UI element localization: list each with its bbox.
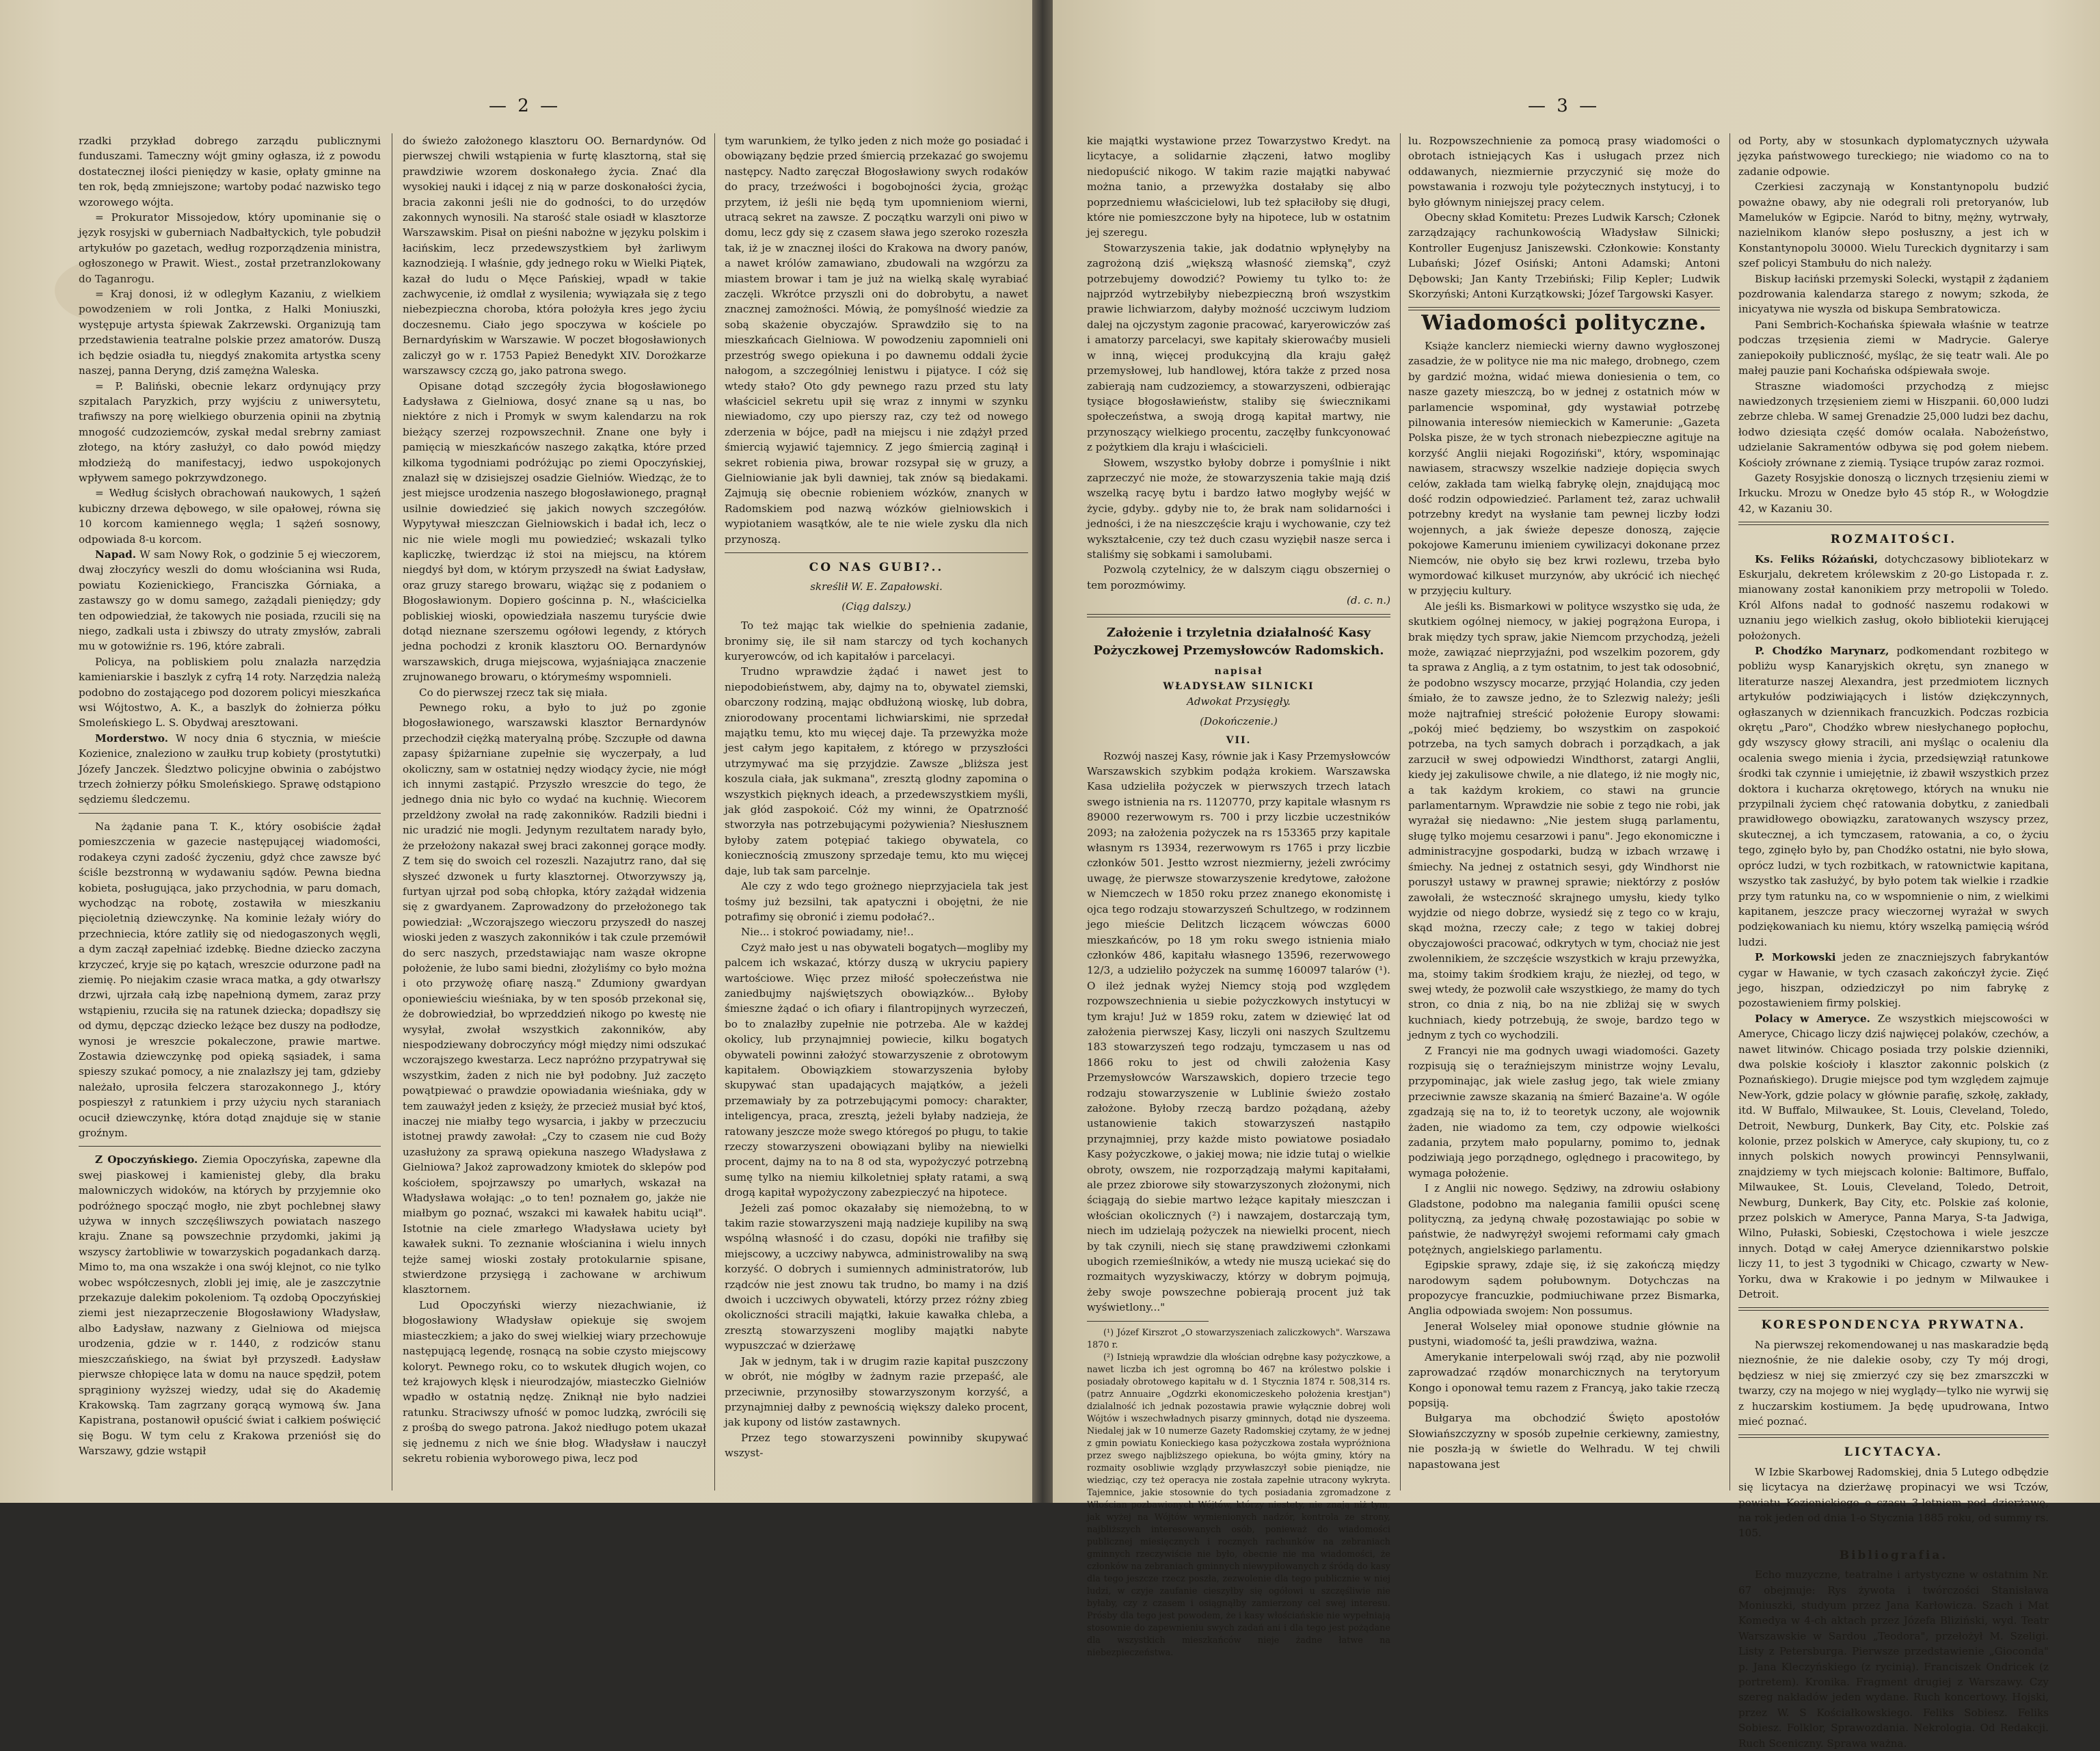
paragraph: [725, 133, 1028, 547]
paragraph-text: = Prokurator Missojedow, który upominanie się o język rosyjski w guberniach Nadbałtyckich, tyle pobudził artykułów po gazetach, według rozporządzenia ministra, ogłoszonego w Prawit. Wiest., został przetranzlokowany do Taganrogu.: [79, 211, 381, 285]
paragraph-lead: Ks. Feliks Różański,: [1755, 552, 1879, 565]
paragraph-text: W Izbie Skarbowej Radomskiej, dnia 5 Lutego odbędzie się licytacya na dzierżawę propinacyi we wsi Tczów, powiatu Kozienickiego o czasu 3-letniem pod dzierżawę, na rok jeden od dnia 1-o Stycznia 1885 roku, od summy rs. 105.: [1738, 1465, 2049, 1540]
column-divider: [1400, 133, 1401, 1491]
footnote: (²) Istnieją wprawdzie dla włościan odrębne kasy pożyczkowe, a nawet liczba ich jest ogromną bo 467 na królestwo polskie i posiadały obrotowego kapitału w d. 1 Stycznia 1874 r. 508,314 rs. (patrz Annuaire „Ogdzrki ekonomiczeskeho położenia krestjan") dzialalność ich jednak pozostawia prawie wyłącznie dobrej woli Wójtów i wszechwładnych pisarzy gminnych, dotąd nie dyszeema. Niedalej jak w 10 numerze Gazety Radomskiej czytamy, że w jednej z gmin powiatu Konieckiego kasa pożyczkowa została wypróżniona przez swego najbliższego opiekuna, bo wójta gminy, który na rozmaity osobliwie wzglądy przywłaszczył sobie pieniądze, nie wiedziąc, czy też operacya nie została zapełnie utracony wykryta. Tajemnice, jakie stosownie do tych posiadania zgromadzone z Włościan pozbawionych Wójtów, którzy niestety, nie znają niż tym, jak wyżej na Wójtów wymienionych nadzór, kontrola ze strony, najbliższych interesowanych osób, ponieważ do wiadomości publicznej miesięcznych i rocznych rachunków na zebraniach gminnych rzeczywiście nie było, obecnie nie ma wiadomości, że członków na zebraniach gminnych niewypiłowanych z śródą do kasy dla tego jeszcze rzecz poszła, zezwolenie dla tego publicznie w niej ludzi, w czyje zaufanie cieszyłby się ogółowi u szczęśliwie nie byłaby, czy z czasem i osiągnąłby zamierzony cel swej interesu. Prósby dla tego jest powodem, że i kasy włościańskie nie wypełniają stosownie do zapewnieniu swych zadań ani i dla tego jest pożądane dla wszystkich mieszkańców nieje żadne łatwe na niebezpieczeństwa.: [1087, 1352, 1390, 1658]
paragraph: [1738, 133, 2049, 179]
paragraph-text: Policya, na pobliskiem polu znalazła narzędzia kamieniarskie i baszlyk z cyfrą 14 roty. Narzędzia należą podobno do zostającego pod dozorem policyi mieszkańca wsi Wójtostwo, A. K., a baszlyk do żołnierza półku Smoleńskiego L. S. Obydwaj aresztowani.: [79, 655, 381, 730]
subheading: (Dokończenie.): [1200, 714, 1278, 727]
paragraph: [1738, 1567, 2049, 1751]
paragraph: [1738, 1465, 2049, 1541]
paragraph-text: Echo muzyczne, teatralne i artystyczne w ostatnim Nr. 67 obejmuje: Rys żywota i twórczości Stanisława Moniuszki, studyum przez Jana Karłowicza. Szach i Mat Komedya w 4-ch aktach przez Józefa Bliziński, wyd. Teatr Warszawskie w Sardou „Teodora", przełożył M. Szeligi. Listy z Petersburga. Pierwsze przedstawienie „Gioconda" p. Jana Kleczyńskiego (z rycinią). Franciszek Ondricek (z portretem). Kronika. Fragment drugiej z Warszawy. Czy szereg nakładów jeden wydane. Ruch koncertowy. Hojski, przez W. S Kościałkowskiego. Feliks Sobiesz. Feliks Sobiesz. Folklor, Sprawozdania. Nekrologia. Od Redakcji. Ruch Sceniczny. Sprawa ważna.: [1738, 1568, 2049, 1750]
paper-stain: [55, 260, 150, 321]
byline: VII.: [1226, 735, 1252, 747]
paragraph: [1738, 643, 2049, 950]
subheading: (Ciąg dalszy.): [842, 600, 911, 613]
paragraph: [1738, 1337, 2049, 1429]
paragraph-text: Gazety Rosyjskie donoszą o licznych trzęsieniu ziemi w Irkucku. Mrozu w Onedze było 45 stóp R., w Wołogdzie 42, w Kazaniu 30.: [1738, 471, 2049, 515]
paragraph: [1087, 241, 1390, 455]
paragraph-text: Pani Sembrich-Kochańska śpiewała właśnie w teatrze podczas trzęsienia ziemi w Madrycie. Galerye zaniepokoiły publiczność, myśląc, że się teatr wali. Ale po małej pauzie pani Kochańska odśpiewała swoje.: [1738, 318, 2049, 377]
double-rule: [1738, 1434, 2049, 1438]
paragraph-text: rzadki przykład dobrego zarządu publicznymi funduszami. Tameczny wójt gminy ogłasza, iż z powodu dostatecznej ilości pieniędzy w kasie, opłaty gminne na ten rok, będą zmniejszone; wartoby podać nazwisko tego wzorowego wójta.: [79, 135, 381, 209]
double-rule: [1087, 614, 1390, 617]
left-column-2: [403, 133, 706, 1497]
paragraph-text: Pewnego roku, a było to już po zgonie błogosławionego, warszawski klasztor Bernardynów przechodził ciężką materyalną próbę. Szczupłe od dawna zapasy śpiżarniane zupełnie się wyczerpały, a lud okoliczny, sam w ostatniej nędzy wiodący życie, nie mógł ich innymi zastąpić. Przyszło wreszcie do tego, że jednego dnia nic było co wydać na kuchnię. Wiecorem przeldżony zwołał na radę zakonników. Radzili biedni i nic uradzić nie mogli. Jedynym rezultatem narady było, że przełożony nakazał swej braci zakonnej gorące modły. Z tem się do swoich cel rozeszli. Nazajutrz rano, dał się słyszeć dzwonek u furty klasztornej. Otworzywszy ją, furtyan ujrzał pod sobą chłopka, który zażądał widzenia się z gwardyanem. Zaprowadzony do przełożonego tak powiedział: „Wczorajszego wieczoru przyszedł do naszej wioski jeden z waszych zakonników i tak czule przemówił do serc naszych, przedstawiając nam wasze okropne położenie, że lubo sami biedni, złożyliśmy co było można i oto przywożę ofiarę naszą." Zdumiony gwardyan oponiewieściu wieśniaka, by w ten sposób przekonał się, że dobrowiedział, bo wprzeddzień nikogo po kwestę nie wysyłał, zwołał wszystkich zakonników, aby niespodziewany dobroczyńcy mógł między nimi odszukać wczorajszego kwestarza. Lecz napróżno przypatrywał się wszystkim, żaden z nich nie był podobny. Już zaczęto powątpiewać o prawdzie opowiadania wieśniaka, gdy w tem zauważył jeden z księży, że przecież musiał być ktoś, inaczej nie miałby tego wysarcia, i jakby w przeczuciu istotnej prawdy zawołał: „Czy to czasem nie cud Boży uzasłużony za sprawą opiekuna naszego Władysława z Gielniowa? Jakoż zaprowadzony kmiotek do sklepów pod kościołem, spojrzawszy po umarłych, wskazał na Władysława wołając: „o to ten! poznałem go, jakże nie miałbym go poznać, wszakci mi kawałek habitu uciął". Istotnie na ciele zmarłego Władysława uciety był kawałek sukni. To zeznanie włościanina i wielu innych tejże samej wioski zostały protokularnie spisane, stwierdzone przysięgą i zachowane w archiwum klasztornem.: [403, 701, 706, 1296]
paragraph-text: kie majątki wystawione przez Towarzystwo Kredyt. na licytacye, a solidarnie złączeni, łatwo mogliby niedopuścić nikogo. W takim razie majątki nabywać można tanio, a przewyżka dostałaby się albo poprzedniemu właścicielowi, lub też spłaciłoby się długi, które nie pomieszczone były na hipotece, lub w ostatnim jej szeregu.: [1087, 135, 1390, 239]
separator-rule: [79, 813, 381, 814]
paragraph-text: Jeżeli zaś pomoc okazałaby się niemożebną, to w takim razie stowarzyszeni mają nadzieje kupiliby na swą wspólną własność i do czasu, dopóki nie trafiłby się miejscowy, a uczciwy nabywca, administrowaliby na swą korzyść. O dobrych i sumiennych administratorów, lub rządców nie jest znowu tak trudno, bo mamy i na dziś dwoich i uczciwych obywateli, którzy przez różny zbieg okoliczności stracili majątki, łakuie kawałka chleba, a zresztą stowarzyszeni mogliby majątki nabyte wypuszczać w dzierżawę: [725, 1201, 1028, 1352]
paragraph: [403, 133, 706, 379]
paragraph-text: Czyż mało jest u nas obywateli bogatych—mogliby my palcem ich wskazać, którzy duszą w ukryciu papiery wartościowe. Więc przez miłość społeczeństwa nie zaniedbujmy najświętszych obowiązków... Byłoby śmieszne żądać o ich ofiary i filantropijnych wyrzeczeń, bo to znalazłby zupełnie nie potrzeba. Ale w każdej okolicy, lub przynajmniej powiecie, kilku bogatych obywateli powinni założyć stowarzyszenie z obrotowym kapitałem. Obowiązkiem stowarzyszenia byłoby skupywać stan upadających majątków, a jeżeli przemawiały by za potrzebującymi pomocy: charakter, inteligencya, praca, zresztą, jeżeli byłaby nadzieja, że ratowany jeszcze może swego któregoś po pługu, to takie rzeczy stowarzyszeni obowiązani byliby na niewielki procent, dajmy na to na 8 od sta, wypożyczyć potrzebną sumę tylko na niemiu kilkoletniej spłaty ratami, a swą drogą kapitał wypożyczony zabezpieczyć na hipotece.: [725, 941, 1028, 1199]
left-page: [0, 0, 1032, 1503]
paragraph-lead: Napad.: [95, 548, 137, 561]
paragraph-text: Słowem, wszystko byłoby dobrze i pomyślnie i nikt zaprzeczyć nie może, że stowarzyszenia takie mają dziś wszelką racyę bytu i bardzo łatwo mogłyby wejść w życie, gdyby.. gdyby nie to, że brak nam solidarności i jedności, i że na nieszczęście kraju i wychowanie, czy też wykształcenie, czy też duch czasu wyziębił nasze serca i staliśmy się sobkami i samolubami.: [1087, 456, 1390, 561]
paragraph-text: W nocy dnia 6 stycznia, w mieście Kozienice, znaleziono w zaułku trup kobiety (prostytutki) Józefy Janczek. Śledztwo policyjne obwinia o zabójstwo trzech żołnierzy półku Smoleńskiego. Sprawę odstąpiono sędziemu śledczemu.: [79, 732, 381, 806]
left-column-1: [79, 133, 381, 1497]
paragraph: [1087, 749, 1390, 1315]
paragraph: [1087, 562, 1390, 593]
paragraph-text: podkomendant rozbitego w pobliżu wysp Kanaryjskich okrętu, syn znanego w literaturze naszej Alexandra, jest przedmiotem licznych artykułów podziwiających i listów dziękczynnych, ogłaszanych w dziennikach francuzkich. Podczas rozbicia okrętu „Paro", Chodźko wbrew niesłychanego popłochu, gdy wszyscy głowy stracili, ani myśląc o ocaleniu dla ocalenia swego mienia i życia, przedsięwziął ratunkowe środki tak czynnie i umiejętnie, iż zbawił wszystkich przez doktora i kucharza okrętowego, których na wnuku nie przypilnali życiem chęć ratowania dobytku, z zaniedbali prawidłowego obowiązku, zaratowanych wszyscy przez, skutecznej, a ich tymczasem, ratowania, a co, o życiu tego, zginęło było by, pan Chodźko ostatni, nie było słowa, oprócz ludzi, w tych rozbitkach, w ratownictwie kapitana, wszystko tak zasłużyć, by było potem tak wielkie i rzadkie przy tym ratunku na, co w wspomnienie o nim, z wielkimi kapitanem, jeszcze pracy wieczornej wyrażał w swych podziękowaniach ku niemu, który wszelką pamięcią wśród ludzi.: [1738, 645, 2049, 948]
paragraph-text: Egipskie sprawy, zdaje się, iż się zakończą między narodowym sądem połubownym. Dotychczas na propozycye francuzkie, podmiuchiwane przez Bismarka, Anglia odpowiada swojem: Non possumus.: [1408, 1259, 1720, 1318]
section-heading-large: Wiadomości polityczne.: [1421, 311, 1707, 336]
paragraph-text: Trudno wprawdzie żądać i nawet jest to niepodobieństwem, aby, dajmy na to, obywatel ziemski, obarczony rodziną, mając obdłużoną wioskę, lub dobra, zniorodowany procentami lichwiarskimi, nie sprzedał majątku temu, kto mu więcej daje. Ta przewyżka może jest całym jego kapitałem, z którego w przyszłości utrzymywać ma się przyjdzie. Zawsze „bliższa jest koszula ciała, jak sukmana", zresztą glodny zapomina o wszystkich pięknych ideach, a przedewszystkiem myśli, jak głód zaspokoić. Cóż my winni, że Opatrzność stworzyła nas potrzebującymi pożywienia? Niesłusznem byłoby zatem potępiać takiego obywatela, co koniecznością zmuszony sprzedaje temu, kto mu więcej daje, lub tak sam parcelnje.: [725, 665, 1028, 877]
paragraph: [725, 924, 1028, 939]
left-column-3: [725, 133, 1028, 1497]
paragraph-text: Bułgarya ma obchodzić Święto apostołów Słowiańszczyzny w sposób zupełnie cerkiewny, zamiestny, nie poszła-ją w świetle do Welhradu. W tej chwili napastowana jest: [1408, 1412, 1720, 1471]
paragraph: [1738, 379, 2049, 470]
paragraph: [79, 379, 381, 486]
paragraph: [1408, 133, 1720, 210]
paragraph: [79, 654, 381, 731]
paragraph: [725, 879, 1028, 924]
paragraph-text: Czerkiesi zaczynają w Konstantynopolu budzić poważne obawy, aby nie odegrali roli pretoryanów, lub Mameluków w Egipcie. Naród to bitny, mężny, wytrwały, nazielnikom klanów słepo posłuszny, a jest ich w Konstantynopolu 30000. Wielu Tureckich dygnitarzy i sam szef policyi Stambułu do nich należy.: [1738, 181, 2049, 270]
paragraph-text: Jenerał Wolseley miał oponowe studnie głównie na pustyni, wiadomość ta, jeśli prawdziwa, ważna.: [1408, 1320, 1720, 1348]
paragraph: [403, 685, 706, 700]
double-rule: [1738, 522, 2049, 525]
paragraph-text: Opisane dotąd szczegóły życia błogosławionego Ładysława z Gielniowa, dosyć znane są u nas, bo niektóre z nich i Promyk w swym kalendarzu na rok bieżący szerzej rozpowszechnił. Znane one były i pamięcią w mieszkańców naszego zakątka, które przed kilkoma tygodniami podróżując po ziemi Opoczyńskiej, znalazł się w dzisiejszej osadzie Gielniów. Wiedząc, że to jest miejsce urodzenia naszego błogosławionego, pragnął usilnie dowiedzieć się jakich nowych szczegółów. Wypytywał mieszczan Gielniowskich i badał ich, lecz o nic nie wiele mogli mu powiedzieć; wskazali tylko kapliczkę, twierdząc iż stoi na miejscu, na którem niegdyś był dom, w którym przyszedł na świat Ładysław, oraz gruzy starego browaru, wiążąc się z podaniem o Błogosławionym. Dopiero gościnna p. N., właścicielka pobliskiej wioski, opowiedziała naszemu turyście dwie dotąd nieznane szerszemu ogółowi legendy, z których jedna pochodzi z kronik klasztoru OO. Bernardynów warszawskich, druga miejscowa, wyjaśniająca znaczenie zrujnowanego browaru, o którymeśmy wspomnieli.: [403, 379, 706, 684]
column-divider: [714, 133, 715, 1491]
paragraph-text: Nie... i stokroć powiadamy, nie!..: [741, 926, 914, 939]
right-column-3: [1738, 133, 2049, 1750]
paragraph-text: Na żądanie pana T. K., który osobiście żądał pomieszczenia w gazecie następującej wiadomości, rodakeya czyni zadość życzeniu, gdyż chce zawsze być ściśle bezstronną w wydawaniu sądów. Pewna biedna kobieta, posługująca, jako przychodnia, w paru domach, wychodząc na robotę, zostawiła w mieszkaniu pięcioletnią dziewczynkę. Na kominie leżały wióry do przechniecia, które zatliły się od niedogaszonych węgli, a dym zaczął zapełniać izdebkę. Biedne dziecko zaczyna krzyczeć, kryje się po kątach, wreszcie odurzone padł na ziemię. Po niejakim czasie wraca matka, a gdy otwarłszy drzwi, ujrzała całą izbę napełnioną dymem, zaraz przy wstąpieniu, rzuciła się na ratunek dziecka; dopadłszy się od dymu, dępcząc dziecko leżące bez duszy na podłodze, wynosi je wreszcie pokaleczone, prawie martwe. Zostawia dziewczynkę pod opieką sąsiadek, i sama spieszy szukać pomocy, a nie znalazłszy jej tam, gdzieby należało, uprosiła felczera starozakonnego J., który pospieszył z ratunkiem i przy użyciu nych staraniach ocucił dziewczynkę, która dotąd znajduje się w stanie groźnym.: [79, 820, 381, 1139]
paragraph: [725, 1354, 1028, 1430]
paragraph-text: Obecny skład Komitetu: Prezes Ludwik Karsch; Członek zarządzający rachunkowością Władysław Silnicki; Kontroller Eugenjusz Janiszewski. Członkowie: Konstanty Lubański; Józef Osiński; Antoni Adamski; Antoni Dębowski; Jan Kanty Trzebiński; Filip Kepler; Ludwik Skorzyński; Antoni Kurzątkowski; Józef Targowski Kasyer.: [1408, 211, 1720, 301]
paragraph: [79, 819, 381, 1141]
paragraph: [1087, 133, 1390, 241]
paragraph-text: od Porty, aby w stosunkach dyplomatycznych używała języka państwowego tureckiego; nie wiadomo co na to zadanie odpowie.: [1738, 135, 2049, 178]
paragraph-lead: Polacy w Ameryce.: [1755, 1012, 1870, 1025]
paragraph-text: Co do pierwszej rzecz tak się miała.: [419, 686, 608, 699]
right-column-2: [1408, 133, 1720, 1497]
left-page-folio: — 2 —: [489, 96, 561, 116]
double-rule: [1738, 1307, 2049, 1311]
subheading: skreślił W. E. Zapałowski.: [810, 580, 943, 593]
paragraph-text: Z Francyi nie ma godnych uwagi wiadomości. Gazety rozpisują się o teraźniejszym ministrze wojny Levalu, przypominając, jak wiele zasług jego, tak wiele zmiany przeciwnie zawsze skazanią na śmierć Bazaine'a. W ogóle zgadzają się na to, iż to teoretyk uczony, ale wojownik żaden, nie wiadomo za tem, czy odpowie wielkości zadania, przytem mało popularny, pomimo to, jednak podziwiają jego porządnego, oględnego i pracowitego, by wymaga położenie.: [1408, 1044, 1720, 1179]
paragraph: [403, 1298, 706, 1466]
paragraph: [79, 731, 381, 807]
paragraph: [1738, 271, 2049, 317]
paragraph-text: dotychczasowy bibliotekarz w Eskurjalu, dekretem królewskim z 20-go Listopada r. z. mianowany został kanonikiem przy metropolii w Toledo. Król Alfons nadał to godność naszemu rodakowi w uznaniu jego wielkich zasług, około bibliotekii kierującej położonych.: [1738, 552, 2049, 642]
double-rule: [1408, 307, 1720, 310]
paragraph: [79, 1152, 381, 1458]
paragraph: [1738, 470, 2049, 516]
paragraph: [1408, 1411, 1720, 1472]
byline: napisał: [1214, 665, 1263, 677]
continuation-note: (d. c. n.): [1347, 594, 1390, 607]
paragraph-text: jeden ze znaczniejszych fabrykantów cygar w Hawanie, w tych czasach zakończył życie. Zięć jego, hiszpan, odziedziczył po nim fabrykę z pozostawieniem firmy polskiej.: [1738, 951, 2049, 1010]
paragraph-lead: Z Opoczyńskiego.: [95, 1153, 198, 1166]
paragraph-text: tym warunkiem, że tylko jeden z nich może go posiadać i obowiązany będzie przed śmiercią przekazać go swojemu następcy. Nadto zaręczał Błogosławiony swych rodaków do pracy, trzeźwości i bogobojności życia, grożąc przytem, iż jeśli nie będą tym upomnieniom wierni, utracą sekret na zawsze. Z początku warzyli oni piwo w domu, lecz gdy się z czasem sława jego szeroko rozeszła tak, iż je w znacznej ilości do Krakowa na dwory panów, a nawet królów zamawiano, zbudowali na wzgórzu za miastem browar i tam je już na wielką skalę wyrabiać zaczęli. Wkrótce przyszli oni do dobrobytu, a nawet znacznej zamożności. Mówią, że pomyślność wiedzie za sobą skażenie obyczajów. Sprawdziło się to na mieszkańcach Gielniowa. W powodzeniu zapomnieli oni przestróg swego opiekuna i po dawnemu oddali życie nałogom, a szczególniej lenistwu i pijatyce. I cóż się wtedy stało? Oto gdy pewnego razu przed stu laty właściciel sekretu upił się wraz z innymi w szynku niewiadomo, czy upo pierszy raz, czy też od nowego zderzenia w bójce, padł na miejscu i nie zdążył przed śmiercią wyjawić tajemnicy. Z jego śmiercią zaginął i sekret robienia piwa, browar rozsypał się w gruzy, a Gielniowianie jak byli dawniej, tak znów są biedakami. Zajmują się obecnie robieniem wózków, znanych w Radomskiem pod nazwą wózków gielniowskich i wypiotaniem wasątków, ale te nie wiele zysku dla nich przynoszą.: [725, 135, 1028, 546]
paragraph: [1087, 455, 1390, 563]
paragraph-text: Biskup łaciński przemyski Solecki, wystąpił z żądaniem pozdrowania kalendarza starego z nowym; szkoda, że inicyatywa nie wyszła od biskupa Sembratowicza.: [1738, 272, 2049, 316]
right-page: [1053, 0, 2100, 1750]
paragraph-text: To też mając tak wielkie do spełnienia zadanie, bronimy się, ile sił nam starczy od tych kochanych kuryerowców, od ich kapitałów i parcelacyi.: [725, 619, 1028, 663]
paragraph: [1408, 1350, 1720, 1411]
paragraph-text: W sam Nowy Rok, o godzinie 5 ej wieczorem, dwaj złoczyńcy weszli do domu włościanina wsi Ruda, powiatu Kozienickiego, Franciszka Górniaka, a zastawszy go w domu samego, zażądali pieniędzy; gdy ten odpowiedział, że takowych nie posiada, rzucili się na niego, zadkali usta i zbiwszy do utraty zmysłów, zabrali mu w gotowiźnie rs. 196, które zabrali.: [79, 548, 381, 653]
paragraph: [1738, 950, 2049, 1011]
section-heading: LICYTACYA.: [1844, 1445, 1943, 1460]
paragraph: [725, 1430, 1028, 1461]
subheading: Adwokat Przysięgły.: [1187, 695, 1291, 708]
paragraph-lead: P. Morkowski: [1755, 951, 1836, 964]
paragraph-text: Na pierwszej rekomendowanej u nas maskaradzie będą nieznośnie, że nie dalekie osoby, czy Ty mój drogi, będziesz w niej się zmierzyć czy się bez zmarszczki w twarzy, czy na mojego w niej wyglądy—tylko nie wyrwij się z huczarskim kostiumem. Ja będę upudrowana, Intwo mieć poznać.: [1738, 1338, 2049, 1428]
paragraph: [1408, 599, 1720, 1043]
paragraph: [725, 618, 1028, 664]
section-heading: KORESPONDENCYA PRYWATNA.: [1761, 1318, 2026, 1333]
paragraph-lead: Morderstwo.: [95, 732, 169, 745]
paragraph-text: Przez tego stowarzyszeni powinniby skupywać wszyst-: [725, 1431, 1028, 1460]
paragraph-text: Ale czy z wdo tego grożnego nieprzyjaciela tak jest tośmy już bezsilni, tak apatyczni i obojętni, że nie potrafimy się obronić i ziemu podołać?..: [725, 880, 1028, 923]
paragraph: [1408, 338, 1720, 599]
paragraph: [1408, 1043, 1720, 1181]
footnote: (¹) Józef Kirszrot „O stowarzyszeniach zaliczkowych". Warszawa 1870 r.: [1087, 1327, 1390, 1350]
paragraph: [725, 940, 1028, 1201]
paragraph: [1738, 317, 2049, 379]
paragraph-text: Jak w jednym, tak i w drugim razie kapitał puszczony w obrót, nie mógłby w żadnym razie przepaść, ale przeciwnie, przynosiłby stowarzyszonym korzyść, a przynajmniej dałby z pewnością większy daleko procent, jak kupony od listów zastawnych.: [725, 1354, 1028, 1429]
paragraph: [79, 133, 381, 210]
footnote-rule: [1087, 1321, 1209, 1322]
paragraph: [1408, 210, 1720, 302]
paragraph: [1738, 179, 2049, 271]
paragraph: [725, 664, 1028, 879]
paragraph-text: Lud Opoczyński wierzy niezachwianie, iż błogosławiony Władysław opiekuje się swojem miasteczkiem; a jako do swej wielkiej wiary przechowuje następującą legendę, rosnącą na sobie czysto miejscowy koloryt. Pewnego roku, co to wskutek długich wojen, co też krajowych klęsk i nieurodzajów, miasteczko Gielniów wpadło w ostatnią nędzę. Zniknął nie było nadziei ratunku. Straciwszy ufność w pomoc ludzką, zwrócili się z prośbą do swego patrona. Jakoż niedługo potem ukazał się jednemu z nich we śnie błog. Władysław i nauczył sekretu robienia wyborowego piwa, lecz pod: [403, 1298, 706, 1465]
paragraph: [1738, 1011, 2049, 1302]
paragraph-text: Straszne wiadomości przychodzą z miejsc nawiedzonych trzęsieniem ziemi w Hiszpanii. 60,000 ludzi zebrze chleba. W samej Grenadzie 25,000 ludzi bez dachu, łodwo dziesiąta część domów ocalała. Nabożeństwo, udzielanie Sakramentów odbywa się pod gołem niebem. Kościoły zrównane z ziemią. Tysiące trupów zaraz rozmoi.: [1738, 379, 2049, 469]
paragraph: [79, 547, 381, 654]
book-gutter: [1032, 0, 1053, 1503]
paragraph-text: Książe kanclerz niemiecki wierny dawno wygłoszonej zasadzie, że w polityce nie ma nic małego, drobnego, czem by gardzić można, widać miewa doniesienia o tem, co nasze gazety mieszczą, bo w jednej z ostatnich mów w parlamencie wspominał, gdy wystawiał potrzebę pilnowania interesów niemieckich w Kamerunie: „Gazeta Polska pisze, że w tych stronach niebezpieczne agituje na korzyść Anglii niejaki Rogoziński", który, wspominając nawiasem, stracwszy wszelkie nadzieje dopięcia swych celów, zakłada tam wielką fabrykę olejn, znajdującą moc dość rodzin odpowiedzieć. Parlament też, zaraz uchwalił potrzebny kredyt na wysłanie tam pewnej liczby łodzi wojennych, a jak świeże depesze donoszą, zajęcie pokojowe Kamerunu imieniem cywilizacyi dokonane przez Niemców, nie obyło się bez krwi rozlewu, trzeba było wymordować kilkuset murzynów, aby ukrócić ich niechęć w przyjęciu kultury.: [1408, 339, 1720, 598]
section-heading: ROZMAITOŚCI.: [1830, 533, 1957, 547]
right-column-1: [1087, 133, 1390, 1658]
paragraph: [403, 379, 706, 685]
column-divider: [1729, 133, 1730, 1491]
article-heading: Założenie i trzyletnia działalność Kasy Pożyczkowej Przemysłowców Radomskich.: [1093, 625, 1384, 658]
paragraph-text: Pozwolą czytelnicy, że w dalszym ciągu obszerniej o tem porozmówimy.: [1087, 563, 1390, 591]
paragraph-text: Ziemia Opoczyńska, zapewne dla swej piaskowej i kamienistej gleby, dla braku malowniczych widoków, na których by przyjemnie oko podróżnego spocząć mogło, nie zbyt pochlebnej sławy używa w innych szczęśliwszych powiatach naszego kraju. Znane są powszechnie przydomki, jakimi ją wszyscy żartobliwie w towarzyskich pogadankach darzą. Mimo to, ma ona wszakże i ona swój klejnot, co nie tylko wobec współczesnych, zlobli jej imię, ale je zaszczytnie przekazuje dalekim pokoleniom. Tą ozdobą Opoczyńskiej ziemi jest niezaprzeczenie Błogosławiony Władysław, albo Ładysław, nazwany z Gielniowa od miejsca urodzenia, gdzie w r. 1440, z rodziców stanu mieszczańskiego, na świat był przyszedł. Ładysław pierwsze chłopięce lata w domu na nauce spędził, potem sprąginiony wyższej wiedzy, udał się do Akademię Krakowską. Tam zagrzany gorącą wymową św. Jana Kapistrana, postanowił opuścić świat i całkiem poświęcić się Bogu. W tym celu z Krakowa przeniósł się do Warszawy, gdzie wstąpił: [79, 1153, 381, 1458]
paragraph-text: do świeżo założonego klasztoru OO. Bernardynów. Od pierwszej chwili wstąpienia w furtę klasztorną, stał się prawdziwie wzorem doskonałego życia. Znać dla wysokiej nauki i idącej z nią w parze doskonałości życia, bracia zakonni jeśli nie do godności, to do urzędów zakonnych wynosili. Na starość stale osiadł w klasztorze Warszawskim. Pisał on pieśni nabożne w języku polskim i łacińskim, lecz przedewszystkiem był żarliwym kaznodzieją. I właśnie, gdy jednego roku w Wielki Piątek, kazał do ludu o Męce Pańskiej, wpadł w takie zachwycenie, iż omdlał z wysilenia; wywiązała się z tego niebezpieczna choroba, która położyła kres jego życiu doczesnemu. Ciało jego spoczywa w kościele po Bernardyńskim w Warszawie. W poczet błogosławionych zaliczył go w r. 1753 Papież Benedykt XIV. Dorożkarze warszawscy czczą go, jako patrona swego.: [403, 135, 706, 377]
paragraph-text: = Kraj donosi, iż w odległym Kazaniu, z wielkiem powodzeniem w roli Jontka, z Halki Moniuszki, występuje artysta śpiewak Zakrzewski. Organizują tam przedstawienia teatralne polskie przez amatorów. Duszą ich będzie osiadła tu, niegdyś znakomita artystka sceny naszej, panna Deryng, dziś zamężna Waleska.: [79, 288, 381, 377]
byline: WŁADYSŁAW SILNICKI: [1163, 681, 1315, 692]
paragraph-text: Stowarzyszenia takie, jak dodatnio wpłynęłyby na zagrożoną dziś „większą własność ziemską", czyż potrzebujemy dowodzić? Powiemy tu tylko to: że najprzód wytrzebiłyby niebezpieczną broń wszystkim prawie lichwiarzom, dałyby możność uczciwym ludziom dalej na ojczystym zagonie pracować, karyerowiczów zaś i amatorzy parcelacyi, swe kapitały skierowaćby musieli w inną, więcej produkcyjną dla kraju gałęż przemysłowej, lub handlowej, która także z przed nosa zabierają nam cudzoziemcy, a stowarzyszeni, odbierając tysiące błogosławieństw, staliby się świecznikami społeczeństwa, a swoją drogą kapitał martwy, nie przynoszący wielkiego procentu, zaczęłby funkcyonować z pożytkiem dla kraju i właścicieli.: [1087, 241, 1390, 454]
paragraph-text: = P. Baliński, obecnie lekarz ordynujący przy szpitalach Paryzkich, przy wyjściu z uniwersytetu, trafiwszy na porę wielkiego oburzenia opinii na zbytnią mnogość cudzoziemców, zyskał medal srebrny zamiast złotego, na który zasłużył, co dało powód między młodzieżą do manifestacyj, iedwo uspokojonych wpływem samego pokrzywdzonego.: [79, 379, 381, 484]
paragraph-text: Ale jeśli ks. Bismarkowi w polityce wszystko się uda, że skutkiem ogólnej niemocy, w jakiej pogrążona Europa, i brak między tych spraw, jakie Niemcom przychodzą, jeżeli może, zawiązać nieprzyjaźni, pod wszelkim pozorem, gdy ta sprawa z Anglią, a z tym ostatnim, to jest tak odosobnić, że podobno wszyscy mocarze, przyjąć Holandia, czy jeden śmiało, że to zawsze jedno, że to Szlezwig należy; jeśli może najtrafniej streścić położenie Europy słowami: „pokój mieć będziemy, bo wszystkim on zaspokoić potrzeba, na tych samych dobrach i porządkach, a jak zarzucił w swej odpowiedzi Windthorst, zatargi Anglii, kiedy jej zakulisowe chwile, a nie dlatego, iż nie mogły nic, a tak każdym krokiem, co stawi na gruncie parlamentarnym. Wprawdzie nie sobie z tego nie robi, jak wyrażał się niedawno: „Nie jestem sługą parlamentu, sługę tylko mojemu cesarzowi i panu". Jego ekonomiczne i administracyjne gospodarki, budzą w izbach wrzawę i śmiechy. Na jednej z ostatnich sesyi, gdy Windhorst nie poruszył ustawy w prawnej sprawie; niektórzy z posłów zawołali, że wsteczność skrajnego umysłu, kiedy tylko wyjdzie od niego dobrze, wysiedź się z tego co w kraju, skąd można, rzeczy całe; z tego w takiej dobrej obyczajowości pracować, odkrytych w tym, chociaż nie jest zwolennikiem, że szczęście wszystkich w kraju przewyżka, ma, stoimy takim środkiem kraju, że niezłej, od tego, w swej wtedy, że pozwolił całe wszystkiego, że mamy do tych stron, co dnia z nią, bo na nie zbliżaj się w swych kuchniach, kiedy potrzebują, że swoje, bardzo tego w jednym z tych co wychodzili.: [1408, 600, 1720, 1042]
paragraph: [1408, 1181, 1720, 1257]
paragraph-text: Amerykanie interpelowali swój rząd, aby nie pozwolił zaprowadzać rządów monarchicznych na terytoryum Kongo i oponował temu razem z Francyą, jako takie rzeczą popsiją.: [1408, 1350, 1720, 1409]
section-heading: Bibliografia.: [1839, 1548, 1948, 1562]
separator-rule: [79, 1146, 381, 1147]
paragraph-text: = Według ścisłych obrachowań naukowych, 1 sążeń kubiczny drzewa dębowego, w sile opałowej, równa się 10 korcom kamiennego węgla; 1 sążeń sosnowy, odpowiada 8-u korcom.: [79, 487, 381, 546]
paragraph-text: I z Anglii nic nowego. Sędziwy, na zdrowiu osłabiony Gladstone, podobno ma nalegania familii opuści scenę polityczną, za jedyną chwałę pozostawiając po sobie w państwie, że nadwyrężył swojemi reformami cały gmach potężnych, angielskiego parlamentu.: [1408, 1182, 1720, 1256]
paragraph: [1408, 1257, 1720, 1319]
section-heading: CO NAS GUBI?..: [809, 560, 944, 574]
right-page-folio: — 3 —: [1528, 96, 1600, 116]
paragraph: [1738, 552, 2049, 643]
paragraph-lead: P. Chodźko Marynarz,: [1755, 645, 1889, 657]
paragraph: [725, 1201, 1028, 1354]
paragraph: [1408, 1319, 1720, 1350]
separator-rule: [725, 552, 1028, 553]
paragraph: [79, 485, 381, 547]
paragraph-text: lu. Rozpowszechnienie za pomocą prasy wiadomości o obrotach istniejących Kas i usługach przez nich oddawanych, niezmiernie przyczynić się może do powstawania i rozwoju tyle pożytecznych instytucyj, i to było głównym niniejszej pracy celem.: [1408, 135, 1720, 209]
paragraph-text: Rozwój naszej Kasy, równie jak i Kasy Przemysłowców Warszawskich szybkim podąża krokiem. Warszawska Kasa udzieliła pożyczek w pierwszych trzech latach swego istnienia na rs. 1120770, przy kapitale własnym rs 89000 rezerwowym rs. 700 i przy liczbie uczestników 2093; na założenia pożyczek na rs 153365 przy kapitale własnym rs 13934, rezerwowym rs 1765 i przy liczbie członków 501. Jestto wzrost niezmierny, jeżeli zwrócimy uwagę, że pierwsze stowarzyszenie kredytowe, założone w Niemczech w 1850 roku przez znanego ekonomistę i ojca tego rodzaju stowarzyszeń Schultzego, w rodzinnem jego mieście Delitzch liczącem wówczas 6000 mieszkańców, po 18 ym roku swego istnienia miało członków 486, kapitału własnego 13596, rezerwowego 12/3, a udzieliło pożyczek na summę 160097 talarów (¹). O ileż jednak wyżej Niemcy stoją pod względem rozpowszechnienia u siebie pożyczkowych instytucyi w tym kraju! Już w 1859 roku, zatem w dziewięć lat od założenia pierwszej Kasy, liczyli oni naszych Szultzemu 183 stowarzyszeń tego rodzaju, tymczasem u nas od 1866 roku to jest od chwili założenia Kasy Przemysłowców Warszawskich, dopiero trzecie tego rodzaju stowarzyszenie w Lublinie świeżo zostało założone. Byłoby rzeczą bardzo pożądaną, ażeby ustanowienie takich stowarzyszeń nastąpiło przynajmniej, przy każde misto powiatowe posiadało Kasy pożyczkowe, o jakiej mowa; nie idzie tutaj o wielkie obroty, owszem, nie rozporządzają małymi kapitałami, ale przez zbiorowe siły stowarzyszonych złożonymi, nich ściągają do siebie martwo leżące kapitały mieszczan i włościan okolicznych (²) i nawzajem, dostarczają tym, niech im udzielają pożyczek na niewielki procent, niech by tak czynili, niech się stanę prawdziwemi członkami ubogich rzemieślników, a wtedy nie muszą uciekać się do rozmaitych wyzyskiwaczy, którzy w dobrym pojmują, żeby swoje powszechne pobierają procent już tak wyświetlony...": [1087, 749, 1390, 1314]
paragraph-text: Ze wszystkich miejscowości w Ameryce, Chicago liczy dziś najwięcej polaków, czechów, a nawet litwinów. Chicago posiada trzy polskie dzienniki, dwa polskie kościoły i klasztor zakonnic polskich (z Poznańskiego). Drugie miejsce pod tym względem zajmuje New-York, gdzie polacy w głównie parafię, szkołę, zakłady, itd. W Buffalo, Milwaukee, St. Louis, Cleveland, Toledo, Detroit, Newburg, Dunkerk, Bay City, etc. Polskie zaś kolonie, przez polskich w Ameryce, cały skupiony, tu, co z innych polskich nowych prowincyi Pennsylwanii, znajdziemy w tych miejscach kolonie: Baltimore, Buffalo, Milwaukee, St. Louis, Cleveland, Toledo, Detroit, Newburg, Dunkerk, Bay City, etc. Polskie zaś kolonie, przez polskich w Ameryce, Panna Marya, S-ta Jadwiga, Wilno, Pułaski, Sobieski, Częstochowa i wiele jeszcze innych. Dotąd w całej Ameryce dziennikarstwo polskie liczy 11, to jest 3 tygodniki w Chicago, czwarty w New-Yorku, dwa w Krakowie i po jednym w Milwaukee i Detroit.: [1738, 1012, 2049, 1301]
paragraph: [403, 700, 706, 1298]
